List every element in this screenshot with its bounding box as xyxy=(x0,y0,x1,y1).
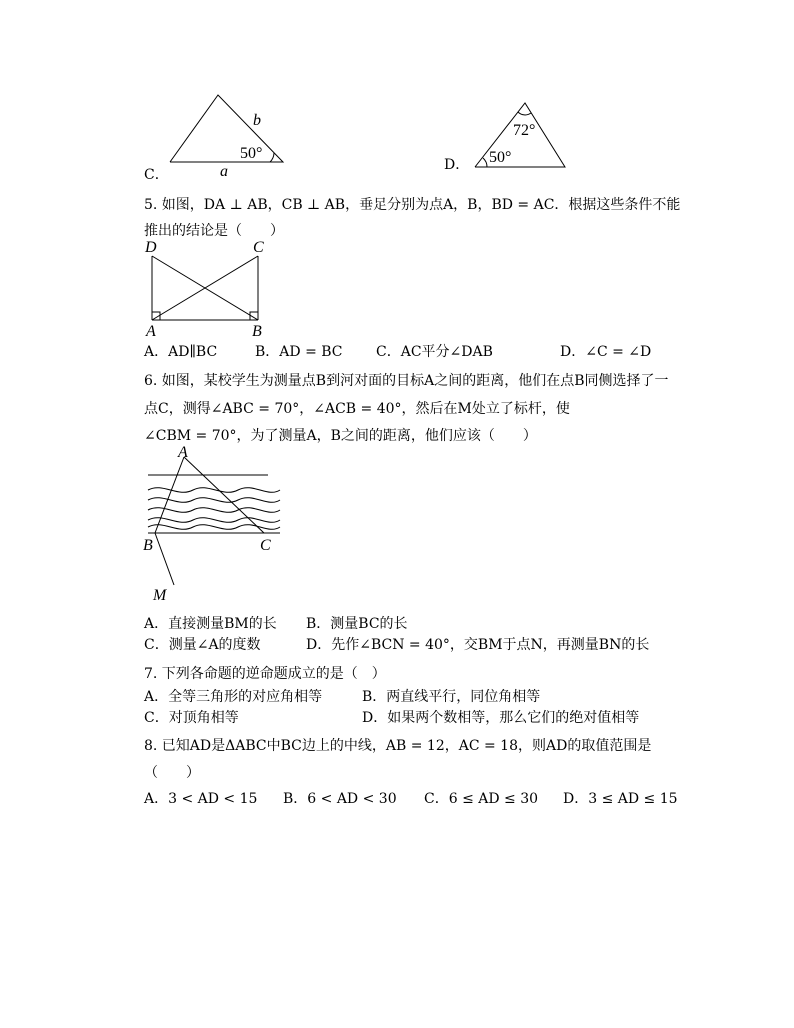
angle-arc-left xyxy=(483,158,487,167)
q6-option-d: D．先作∠BCN = 40°，交BM于点N，再测量BN的长 xyxy=(306,637,650,653)
q6-option-b: B．测量BC的长 xyxy=(306,616,408,632)
river-wave xyxy=(148,488,280,493)
label-angle-50-d: 50° xyxy=(489,149,512,166)
river-wave xyxy=(148,508,280,513)
q6-option-a: A．直接测量BM的长 xyxy=(144,616,277,632)
point-label-a: A xyxy=(146,323,156,340)
triangle-c xyxy=(170,95,283,162)
river-wave xyxy=(148,525,280,530)
segment-bm xyxy=(155,533,174,585)
q4-figure-d xyxy=(470,100,580,175)
q6-option-c: C．测量∠A的度数 xyxy=(144,637,261,653)
q5-option-b: B．AD = BC xyxy=(255,344,343,360)
q8-stem-line1: 8. 已知AD是ΔABC中BC边上的中线，AB = 12，AC = 18，则AD的取值范围是 xyxy=(144,738,652,754)
q8-stem-line2: （ ） xyxy=(144,765,200,781)
q8-option-b: B．6 < AD < 30 xyxy=(283,791,397,807)
q4-option-c-label: C． xyxy=(144,167,169,183)
q7-option-a: A．全等三角形的对应角相等 xyxy=(144,689,323,705)
q5-stem-line2: 推出的结论是（ ） xyxy=(144,223,284,239)
point-label-d: D xyxy=(145,239,157,256)
point-label-m: M xyxy=(153,587,167,604)
q7-stem: 7. 下列各命题的逆命题成立的是（ ） xyxy=(144,666,386,682)
q5-stem-line1: 5. 如图，DA ⊥ AB，CB ⊥ AB，垂足分别为点A，B，BD = AC．根据这些条件不能 xyxy=(144,197,681,213)
q5-figure xyxy=(140,238,280,340)
point-label-c: C xyxy=(260,537,271,554)
angle-arc-c xyxy=(270,153,274,162)
q5-option-a: A．AD∥BC xyxy=(144,344,218,360)
q7-option-b: B．两直线平行，同位角相等 xyxy=(362,689,541,705)
q6-stem-line1: 6. 如图，某校学生为测量点B到河对面的目标A之间的距离，他们在点B同侧选择了一 xyxy=(144,373,669,389)
q4-option-d-label: D． xyxy=(444,157,470,173)
river-wave xyxy=(148,518,280,523)
label-side-a: a xyxy=(220,163,228,180)
q4-figure-c xyxy=(165,90,295,180)
q8-option-d: D．3 ≤ AD ≤ 15 xyxy=(563,791,678,807)
point-label-a: A xyxy=(178,444,188,461)
label-side-b: b xyxy=(253,112,261,129)
q8-option-c: C．6 ≤ AD ≤ 30 xyxy=(424,791,539,807)
point-label-c: C xyxy=(253,239,264,256)
q7-option-c: C．对顶角相等 xyxy=(144,710,239,726)
q5-option-d: D．∠C = ∠D xyxy=(560,344,652,360)
q5-option-c: C．AC平分∠DAB xyxy=(376,344,493,360)
label-angle-72: 72° xyxy=(513,122,536,139)
angle-arc-top xyxy=(518,112,531,115)
q6-stem-line3: ∠CBM = 70°，为了测量A，B之间的距离，他们应该（ ） xyxy=(144,428,537,444)
point-label-b: B xyxy=(252,323,262,340)
point-label-b: B xyxy=(143,537,153,554)
q6-stem-line2: 点C，测得∠ABC = 70°，∠ACB = 40°，然后在M处立了标杆，使 xyxy=(144,401,570,417)
label-angle-50: 50° xyxy=(240,145,263,162)
q6-figure xyxy=(140,445,290,605)
q7-option-d: D．如果两个数相等，那么它们的绝对值相等 xyxy=(362,710,640,726)
q8-option-a: A．3 < AD < 15 xyxy=(144,791,258,807)
